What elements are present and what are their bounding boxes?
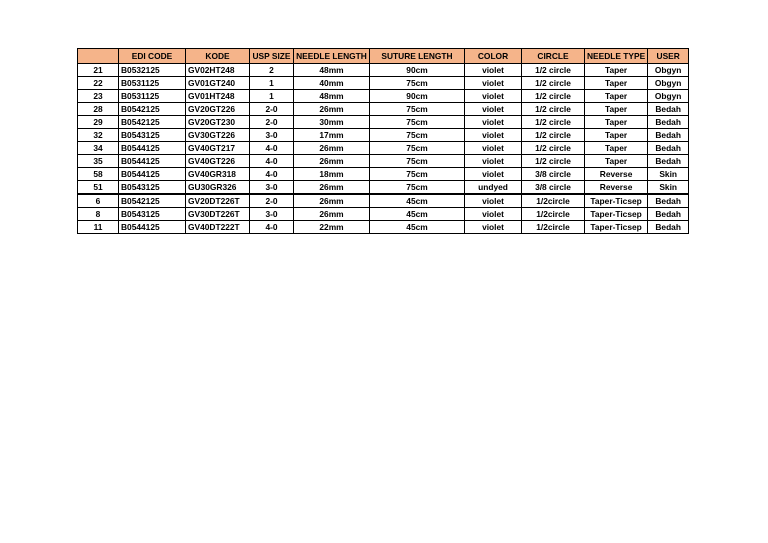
header-row [78, 49, 689, 64]
table-row [78, 103, 689, 116]
cell-row-number: 51 [78, 181, 119, 195]
table-body [78, 64, 689, 234]
cell-color: violet [465, 221, 522, 234]
cell-row-number: 32 [78, 129, 119, 142]
cell-row-number: 28 [78, 103, 119, 116]
table-row [78, 142, 689, 155]
cell-needle-type: Taper [585, 116, 648, 129]
cell-kode: GV40GT226 [186, 155, 250, 168]
cell-user: Bedah [648, 103, 689, 116]
cell-user: Bedah [648, 155, 689, 168]
table-row [78, 64, 689, 77]
cell-usp-size: 2-0 [250, 103, 294, 116]
cell-edi-code: B0543125 [119, 129, 186, 142]
cell-needle-length: 26mm [294, 194, 370, 208]
cell-row-number: 34 [78, 142, 119, 155]
cell-color: violet [465, 77, 522, 90]
cell-color: violet [465, 208, 522, 221]
cell-row-number: 35 [78, 155, 119, 168]
cell-edi-code: B0543125 [119, 181, 186, 195]
cell-needle-length: 26mm [294, 208, 370, 221]
cell-suture-length: 75cm [370, 181, 465, 195]
cell-user: Bedah [648, 208, 689, 221]
cell-circle: 1/2 circle [522, 90, 585, 103]
cell-edi-code: B0544125 [119, 168, 186, 181]
header-kode: KODE [186, 49, 250, 64]
cell-user: Obgyn [648, 77, 689, 90]
cell-needle-type: Reverse [585, 181, 648, 195]
cell-kode: GV01GT240 [186, 77, 250, 90]
cell-kode: GV20GT226 [186, 103, 250, 116]
cell-usp-size: 3-0 [250, 129, 294, 142]
cell-color: violet [465, 168, 522, 181]
cell-user: Skin [648, 181, 689, 195]
cell-kode: GU30GR326 [186, 181, 250, 195]
cell-suture-length: 75cm [370, 116, 465, 129]
cell-suture-length: 75cm [370, 129, 465, 142]
cell-suture-length: 75cm [370, 142, 465, 155]
cell-edi-code: B0544125 [119, 155, 186, 168]
cell-suture-length: 45cm [370, 194, 465, 208]
cell-edi-code: B0544125 [119, 221, 186, 234]
cell-suture-length: 75cm [370, 103, 465, 116]
cell-needle-type: Taper [585, 90, 648, 103]
table-row [78, 155, 689, 168]
cell-suture-length: 90cm [370, 90, 465, 103]
cell-circle: 1/2 circle [522, 155, 585, 168]
cell-circle: 1/2 circle [522, 64, 585, 77]
cell-circle: 1/2 circle [522, 77, 585, 90]
cell-kode: GV20GT230 [186, 116, 250, 129]
cell-suture-length: 75cm [370, 168, 465, 181]
cell-needle-type: Taper [585, 64, 648, 77]
cell-kode: GV01HT248 [186, 90, 250, 103]
cell-usp-size: 2-0 [250, 116, 294, 129]
cell-circle: 3/8 circle [522, 168, 585, 181]
cell-needle-type: Taper [585, 142, 648, 155]
cell-needle-length: 26mm [294, 142, 370, 155]
cell-row-number: 22 [78, 77, 119, 90]
cell-circle: 1/2circle [522, 194, 585, 208]
cell-suture-length: 75cm [370, 155, 465, 168]
cell-usp-size: 4-0 [250, 168, 294, 181]
cell-usp-size: 1 [250, 90, 294, 103]
cell-suture-length: 90cm [370, 64, 465, 77]
cell-kode: GV40GR318 [186, 168, 250, 181]
cell-user: Obgyn [648, 64, 689, 77]
header-edi-code: EDI CODE [119, 49, 186, 64]
cell-usp-size: 3-0 [250, 181, 294, 195]
cell-user: Bedah [648, 129, 689, 142]
cell-needle-type: Taper-Ticsep [585, 208, 648, 221]
cell-row-number: 23 [78, 90, 119, 103]
cell-needle-type: Reverse [585, 168, 648, 181]
cell-kode: GV40GT217 [186, 142, 250, 155]
table-row [78, 129, 689, 142]
cell-needle-length: 48mm [294, 90, 370, 103]
cell-user: Bedah [648, 221, 689, 234]
header-usp-size: USP SIZE [250, 49, 294, 64]
cell-needle-length: 30mm [294, 116, 370, 129]
table-header [78, 49, 689, 64]
table-row [78, 181, 689, 195]
cell-user: Bedah [648, 116, 689, 129]
cell-color: violet [465, 155, 522, 168]
table-row [78, 194, 689, 208]
cell-edi-code: B0542125 [119, 194, 186, 208]
cell-edi-code: B0531125 [119, 77, 186, 90]
suture-table [77, 48, 689, 234]
table-row [78, 90, 689, 103]
table-row [78, 77, 689, 90]
cell-edi-code: B0542125 [119, 103, 186, 116]
cell-suture-length: 45cm [370, 221, 465, 234]
cell-row-number: 11 [78, 221, 119, 234]
cell-kode: GV30DT226T [186, 208, 250, 221]
cell-needle-length: 18mm [294, 168, 370, 181]
cell-edi-code: B0542125 [119, 116, 186, 129]
cell-needle-length: 26mm [294, 181, 370, 195]
cell-edi-code: B0544125 [119, 142, 186, 155]
table-row [78, 221, 689, 234]
spreadsheet-area [77, 48, 689, 234]
cell-color: undyed [465, 181, 522, 195]
cell-needle-length: 26mm [294, 155, 370, 168]
cell-user: Skin [648, 168, 689, 181]
header-circle: CIRCLE [522, 49, 585, 64]
cell-kode: GV30GT226 [186, 129, 250, 142]
header-needle-type: NEEDLE TYPE [585, 49, 648, 64]
cell-usp-size: 4-0 [250, 142, 294, 155]
cell-row-number: 21 [78, 64, 119, 77]
cell-circle: 3/8 circle [522, 181, 585, 195]
cell-user: Obgyn [648, 90, 689, 103]
cell-needle-type: Taper [585, 103, 648, 116]
table-row [78, 168, 689, 181]
cell-usp-size: 4-0 [250, 155, 294, 168]
table-row [78, 116, 689, 129]
cell-edi-code: B0543125 [119, 208, 186, 221]
header-row-number [78, 49, 119, 64]
cell-color: violet [465, 116, 522, 129]
cell-circle: 1/2 circle [522, 142, 585, 155]
cell-circle: 1/2 circle [522, 129, 585, 142]
header-suture-length: SUTURE LENGTH [370, 49, 465, 64]
cell-needle-type: Taper-Ticsep [585, 221, 648, 234]
cell-needle-type: Taper [585, 155, 648, 168]
cell-kode: GV20DT226T [186, 194, 250, 208]
cell-needle-type: Taper [585, 129, 648, 142]
cell-needle-length: 40mm [294, 77, 370, 90]
cell-usp-size: 1 [250, 77, 294, 90]
cell-circle: 1/2 circle [522, 103, 585, 116]
cell-color: violet [465, 103, 522, 116]
cell-color: violet [465, 64, 522, 77]
cell-row-number: 6 [78, 194, 119, 208]
cell-suture-length: 45cm [370, 208, 465, 221]
cell-edi-code: B0532125 [119, 64, 186, 77]
cell-circle: 1/2circle [522, 208, 585, 221]
cell-needle-length: 17mm [294, 129, 370, 142]
cell-color: violet [465, 142, 522, 155]
cell-needle-length: 48mm [294, 64, 370, 77]
cell-suture-length: 75cm [370, 77, 465, 90]
cell-kode: GV02HT248 [186, 64, 250, 77]
cell-kode: GV40DT222T [186, 221, 250, 234]
table-row [78, 208, 689, 221]
cell-color: violet [465, 129, 522, 142]
cell-row-number: 29 [78, 116, 119, 129]
cell-user: Bedah [648, 194, 689, 208]
cell-color: violet [465, 194, 522, 208]
cell-usp-size: 2 [250, 64, 294, 77]
header-needle-length: NEEDLE LENGTH [294, 49, 370, 64]
cell-needle-type: Taper-Ticsep [585, 194, 648, 208]
cell-row-number: 8 [78, 208, 119, 221]
cell-usp-size: 4-0 [250, 221, 294, 234]
cell-user: Bedah [648, 142, 689, 155]
cell-needle-type: Taper [585, 77, 648, 90]
cell-needle-length: 22mm [294, 221, 370, 234]
cell-row-number: 58 [78, 168, 119, 181]
cell-circle: 1/2circle [522, 221, 585, 234]
header-color: COLOR [465, 49, 522, 64]
cell-edi-code: B0531125 [119, 90, 186, 103]
cell-color: violet [465, 90, 522, 103]
header-user: USER [648, 49, 689, 64]
cell-circle: 1/2 circle [522, 116, 585, 129]
cell-needle-length: 26mm [294, 103, 370, 116]
cell-usp-size: 2-0 [250, 194, 294, 208]
cell-usp-size: 3-0 [250, 208, 294, 221]
